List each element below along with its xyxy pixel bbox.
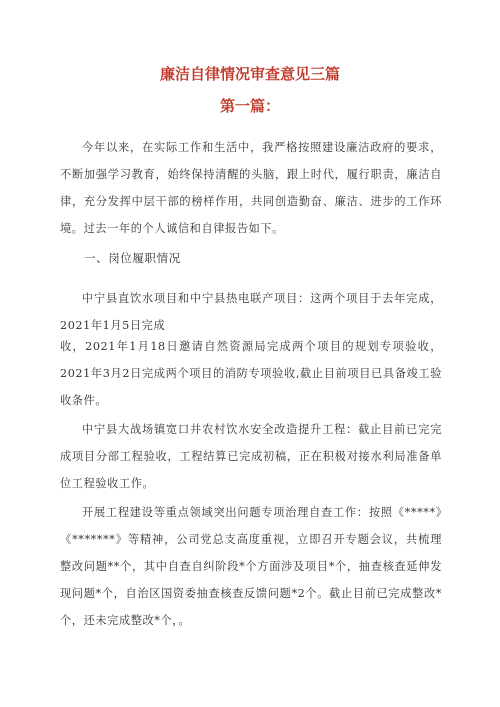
paragraph-acceptance: 收，2021年1月18日邀请自然资源局完成两个项目的规划专项验收，2021年3月2日完成两个项目的消防专项验收,截止目前项目已具备竣工验收条件。 xyxy=(60,340,442,407)
part-title: 第一篇： xyxy=(219,97,280,115)
intro-paragraph: 今年以来，在实际工作和生活中，我严格按照建设廉洁政府的要求，不断加强学习教育，始终保持清醒的头脑，跟上时代，履行职责，廉洁自律，充分发挥中层干部的榜样作用，共同创造勤奋、廉洁、进步的工作环境。过去一年的个人诚信和自律报告如下。 xyxy=(60,141,442,235)
paragraph-project-direct-water: 中宁县直饮水项目和中宁县热电联产项目：这两个项目于去年完成，2021年1月5日完成 xyxy=(60,292,442,332)
paragraph-special-governance: 开展工程建设等重点领域突出问题专项治理自查工作：按照《*****》《*******》等精神，公司党总支高度重视，立即召开专题会议，共梳理整改问题**个，其中自查自纠阶段*个方面涉及项目*个，抽查核查延伸发现问题*个，自治区国资委抽查核查反馈问题*2个。截止目前已完成整改*个，还未完成整改*个，。 xyxy=(60,506,442,627)
section-heading: 一、岗位履职情况 xyxy=(84,251,181,265)
paragraph-rural-water: 中宁县大战场镇宽口井农村饮水安全改造提升工程：截止目前已完完成项目分部工程验收，工程结算已完成初稿，正在积极对接水利局准备单位工程验收工作。 xyxy=(60,423,442,490)
document-title: 廉洁自律情况审查意见三篇 xyxy=(159,65,340,83)
